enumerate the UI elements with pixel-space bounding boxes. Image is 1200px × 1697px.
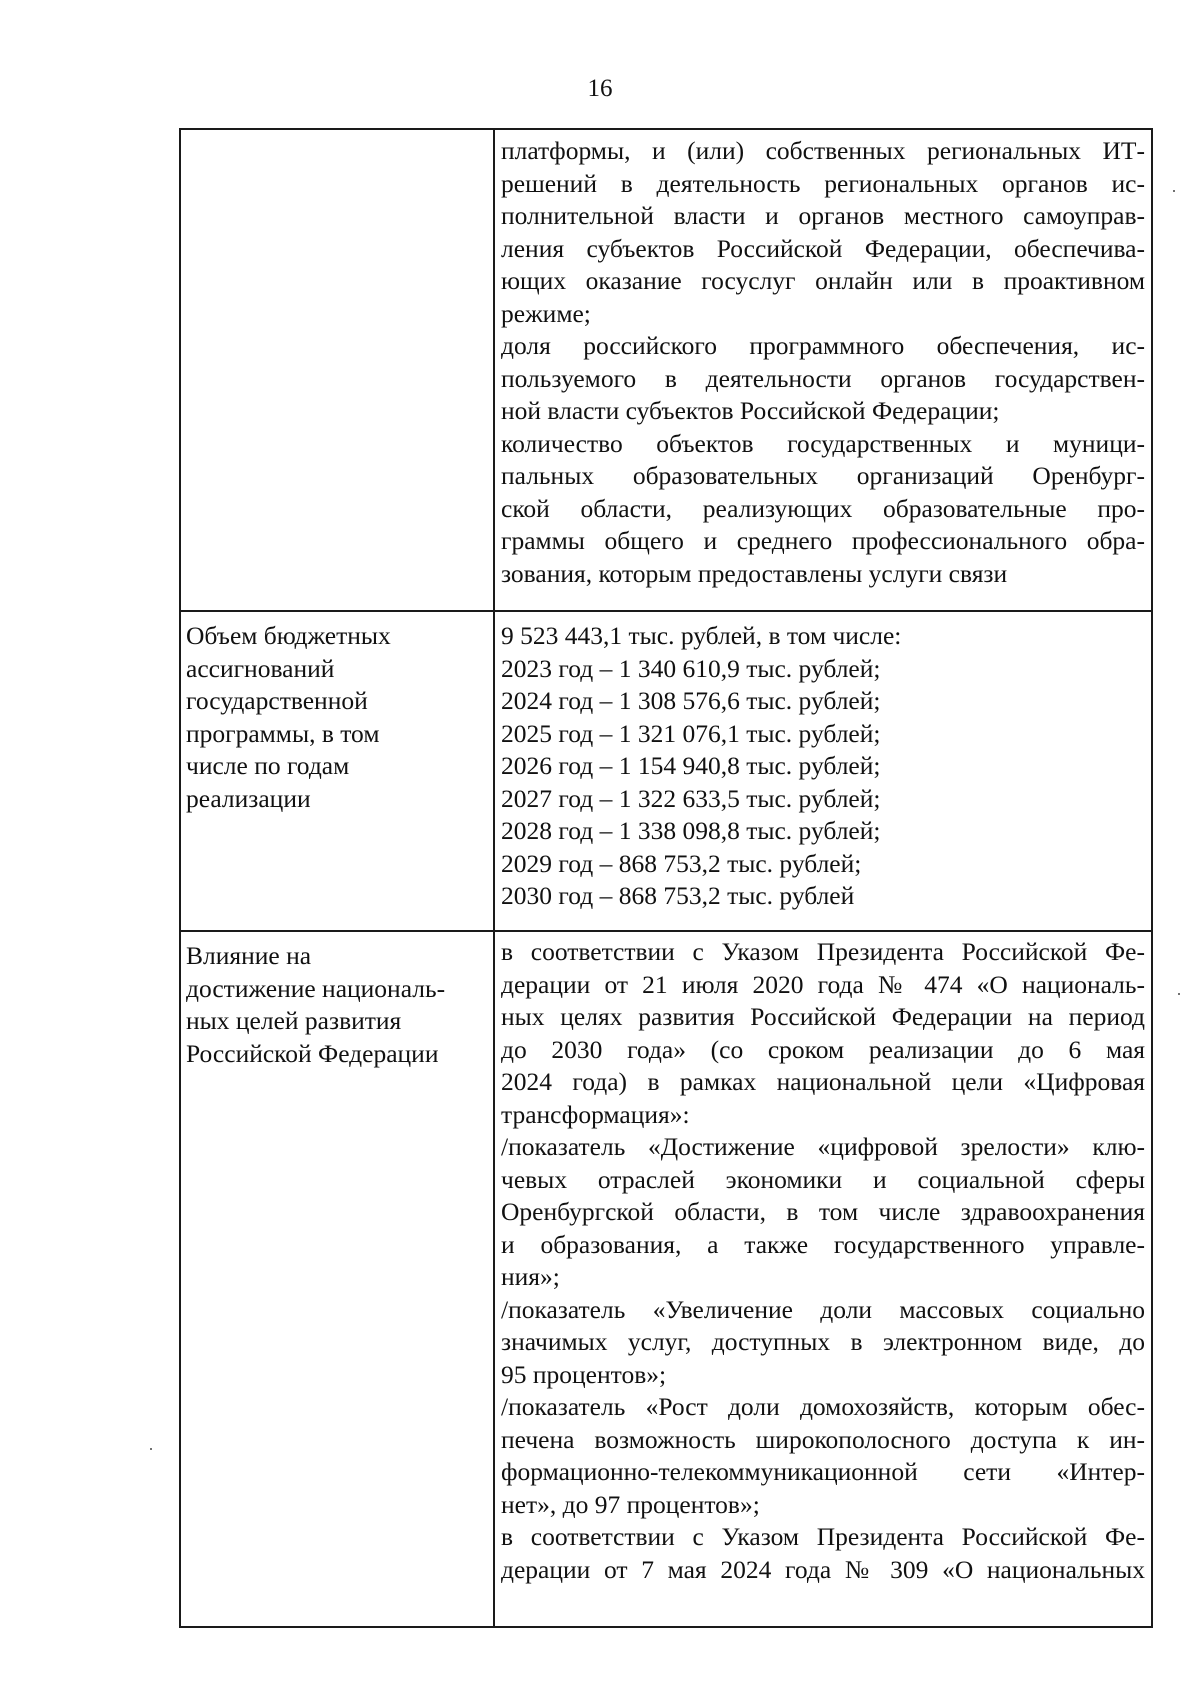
row-content-line: 2025 год – 1 321 076,1 тыс. рублей; bbox=[501, 718, 881, 748]
row-content-line: 2023 год – 1 340 610,9 тыс. рублей; bbox=[501, 653, 881, 683]
page-number: 16 bbox=[587, 75, 613, 102]
row-content-line: 2028 год – 1 338 098,8 тыс. рублей; bbox=[501, 816, 881, 845]
table-row bbox=[180, 611, 1152, 931]
row-content-line: ющих оказание госуслуг онлайн или в проактивном bbox=[501, 266, 1145, 295]
row-content-line: доля российского программного обеспечения, ис- bbox=[501, 331, 1145, 360]
row-content-line: и образования, а также государственного управле- bbox=[501, 1229, 1145, 1259]
row-content-cell bbox=[494, 931, 1152, 1627]
row-content-line: ской области, реализующих образовательные про- bbox=[501, 493, 1145, 523]
row-label-line: достижение националь- bbox=[186, 973, 446, 1003]
row-label-cell bbox=[180, 129, 494, 611]
row-label-line: реализации bbox=[186, 783, 311, 813]
row-content-line: /показатель «Рост доли домохозяйств, которым обес- bbox=[501, 1392, 1145, 1421]
row-content-line: до 2030 года» (со сроком реализации до 6 мая bbox=[501, 1034, 1145, 1064]
row-content-line: пальных образовательных организаций Оренбург- bbox=[501, 461, 1145, 490]
scan-speck bbox=[1178, 993, 1180, 995]
row-content-line: ной власти субъектов Российской Федерации; bbox=[501, 396, 1000, 425]
row-label-cell bbox=[180, 611, 494, 931]
row-content-line: 95 процентов»; bbox=[501, 1359, 667, 1389]
row-content-line: режиме; bbox=[501, 298, 591, 328]
row-content-line: пользуемого в деятельности органов государствен- bbox=[501, 363, 1145, 393]
row-content-line: значимых услуг, доступных в электронном виде, до bbox=[501, 1327, 1145, 1356]
row-content-line: 2029 год – 868 753,2 тыс. рублей; bbox=[501, 848, 862, 878]
row-content-line: 2024 год – 1 308 576,6 тыс. рублей; bbox=[501, 686, 881, 715]
row-content-line: печена возможность широкополосного доступа к ин- bbox=[501, 1424, 1145, 1454]
row-content-line: дерации от 7 мая 2024 года № 309 «О национальных bbox=[501, 1554, 1145, 1584]
row-content-line: в соответствии с Указом Президента Российской Фе- bbox=[501, 937, 1145, 966]
row-label-line: программы, в том bbox=[186, 718, 380, 748]
scan-speck bbox=[150, 1448, 152, 1450]
passport-table bbox=[179, 128, 1153, 1628]
row-content-cell bbox=[494, 611, 1152, 931]
row-label-line: Российской Федерации bbox=[186, 1038, 439, 1068]
row-content-line: 2026 год – 1 154 940,8 тыс. рублей; bbox=[501, 751, 881, 780]
row-label-line: ных целей развития bbox=[186, 1006, 402, 1035]
row-label-line: числе по годам bbox=[186, 751, 350, 780]
row-content-line: 2027 год – 1 322 633,5 тыс. рублей; bbox=[501, 783, 881, 813]
row-content-line: /показатель «Увеличение доли массовых социально bbox=[501, 1294, 1145, 1324]
row-content-line: ных целях развития Российской Федерации на период bbox=[501, 1002, 1145, 1031]
row-content-line: Оренбургской области, в том числе здравоохранения bbox=[501, 1197, 1145, 1226]
row-content-line: трансформация»: bbox=[501, 1099, 690, 1129]
row-content-line: /показатель «Достижение «цифровой зрелости» клю- bbox=[501, 1132, 1145, 1161]
row-label-line: Влияние на bbox=[186, 941, 312, 970]
row-content-line: решений в деятельность региональных органов ис- bbox=[501, 168, 1145, 198]
row-content-line: формационно-телекоммуникационной сети «Интер- bbox=[501, 1457, 1145, 1486]
scan-speck bbox=[1173, 190, 1175, 192]
row-content-line: платформы, и (или) собственных региональных ИТ- bbox=[501, 136, 1145, 165]
row-content-line: граммы общего и среднего профессионального обра- bbox=[501, 526, 1145, 555]
row-content-line: зования, которым предоставлены услуги связи bbox=[501, 558, 1008, 588]
row-label-cell bbox=[180, 931, 494, 1627]
row-content-cell bbox=[494, 129, 1152, 611]
row-content-line: дерации от 21 июля 2020 года № 474 «О националь- bbox=[501, 969, 1145, 999]
row-content-line: ления субъектов Российской Федерации, обеспечива- bbox=[501, 233, 1145, 263]
row-content-line: 2024 года) в рамках национальной цели «Цифровая bbox=[501, 1067, 1145, 1096]
row-content-line: в соответствии с Указом Президента Российской Фе- bbox=[501, 1522, 1145, 1551]
row-content-line: 2030 год – 868 753,2 тыс. рублей bbox=[501, 881, 855, 910]
table-row bbox=[180, 129, 1152, 611]
row-content-line: 9 523 443,1 тыс. рублей, в том числе: bbox=[501, 621, 902, 650]
row-label-line: Объем бюджетных bbox=[186, 621, 391, 650]
row-content-line: полнительной власти и органов местного самоупрaв- bbox=[501, 201, 1145, 230]
row-content-line: нет», до 97 процентов»; bbox=[501, 1489, 760, 1519]
row-label-line: государственной bbox=[186, 686, 368, 715]
row-content-line: ния»; bbox=[501, 1262, 560, 1291]
table-row bbox=[180, 931, 1152, 1627]
row-label-line: ассигнований bbox=[186, 653, 335, 683]
row-content-line: количество объектов государственных и муници- bbox=[501, 428, 1145, 458]
row-content-line: чевых отраслей экономики и социальной сферы bbox=[501, 1164, 1145, 1194]
